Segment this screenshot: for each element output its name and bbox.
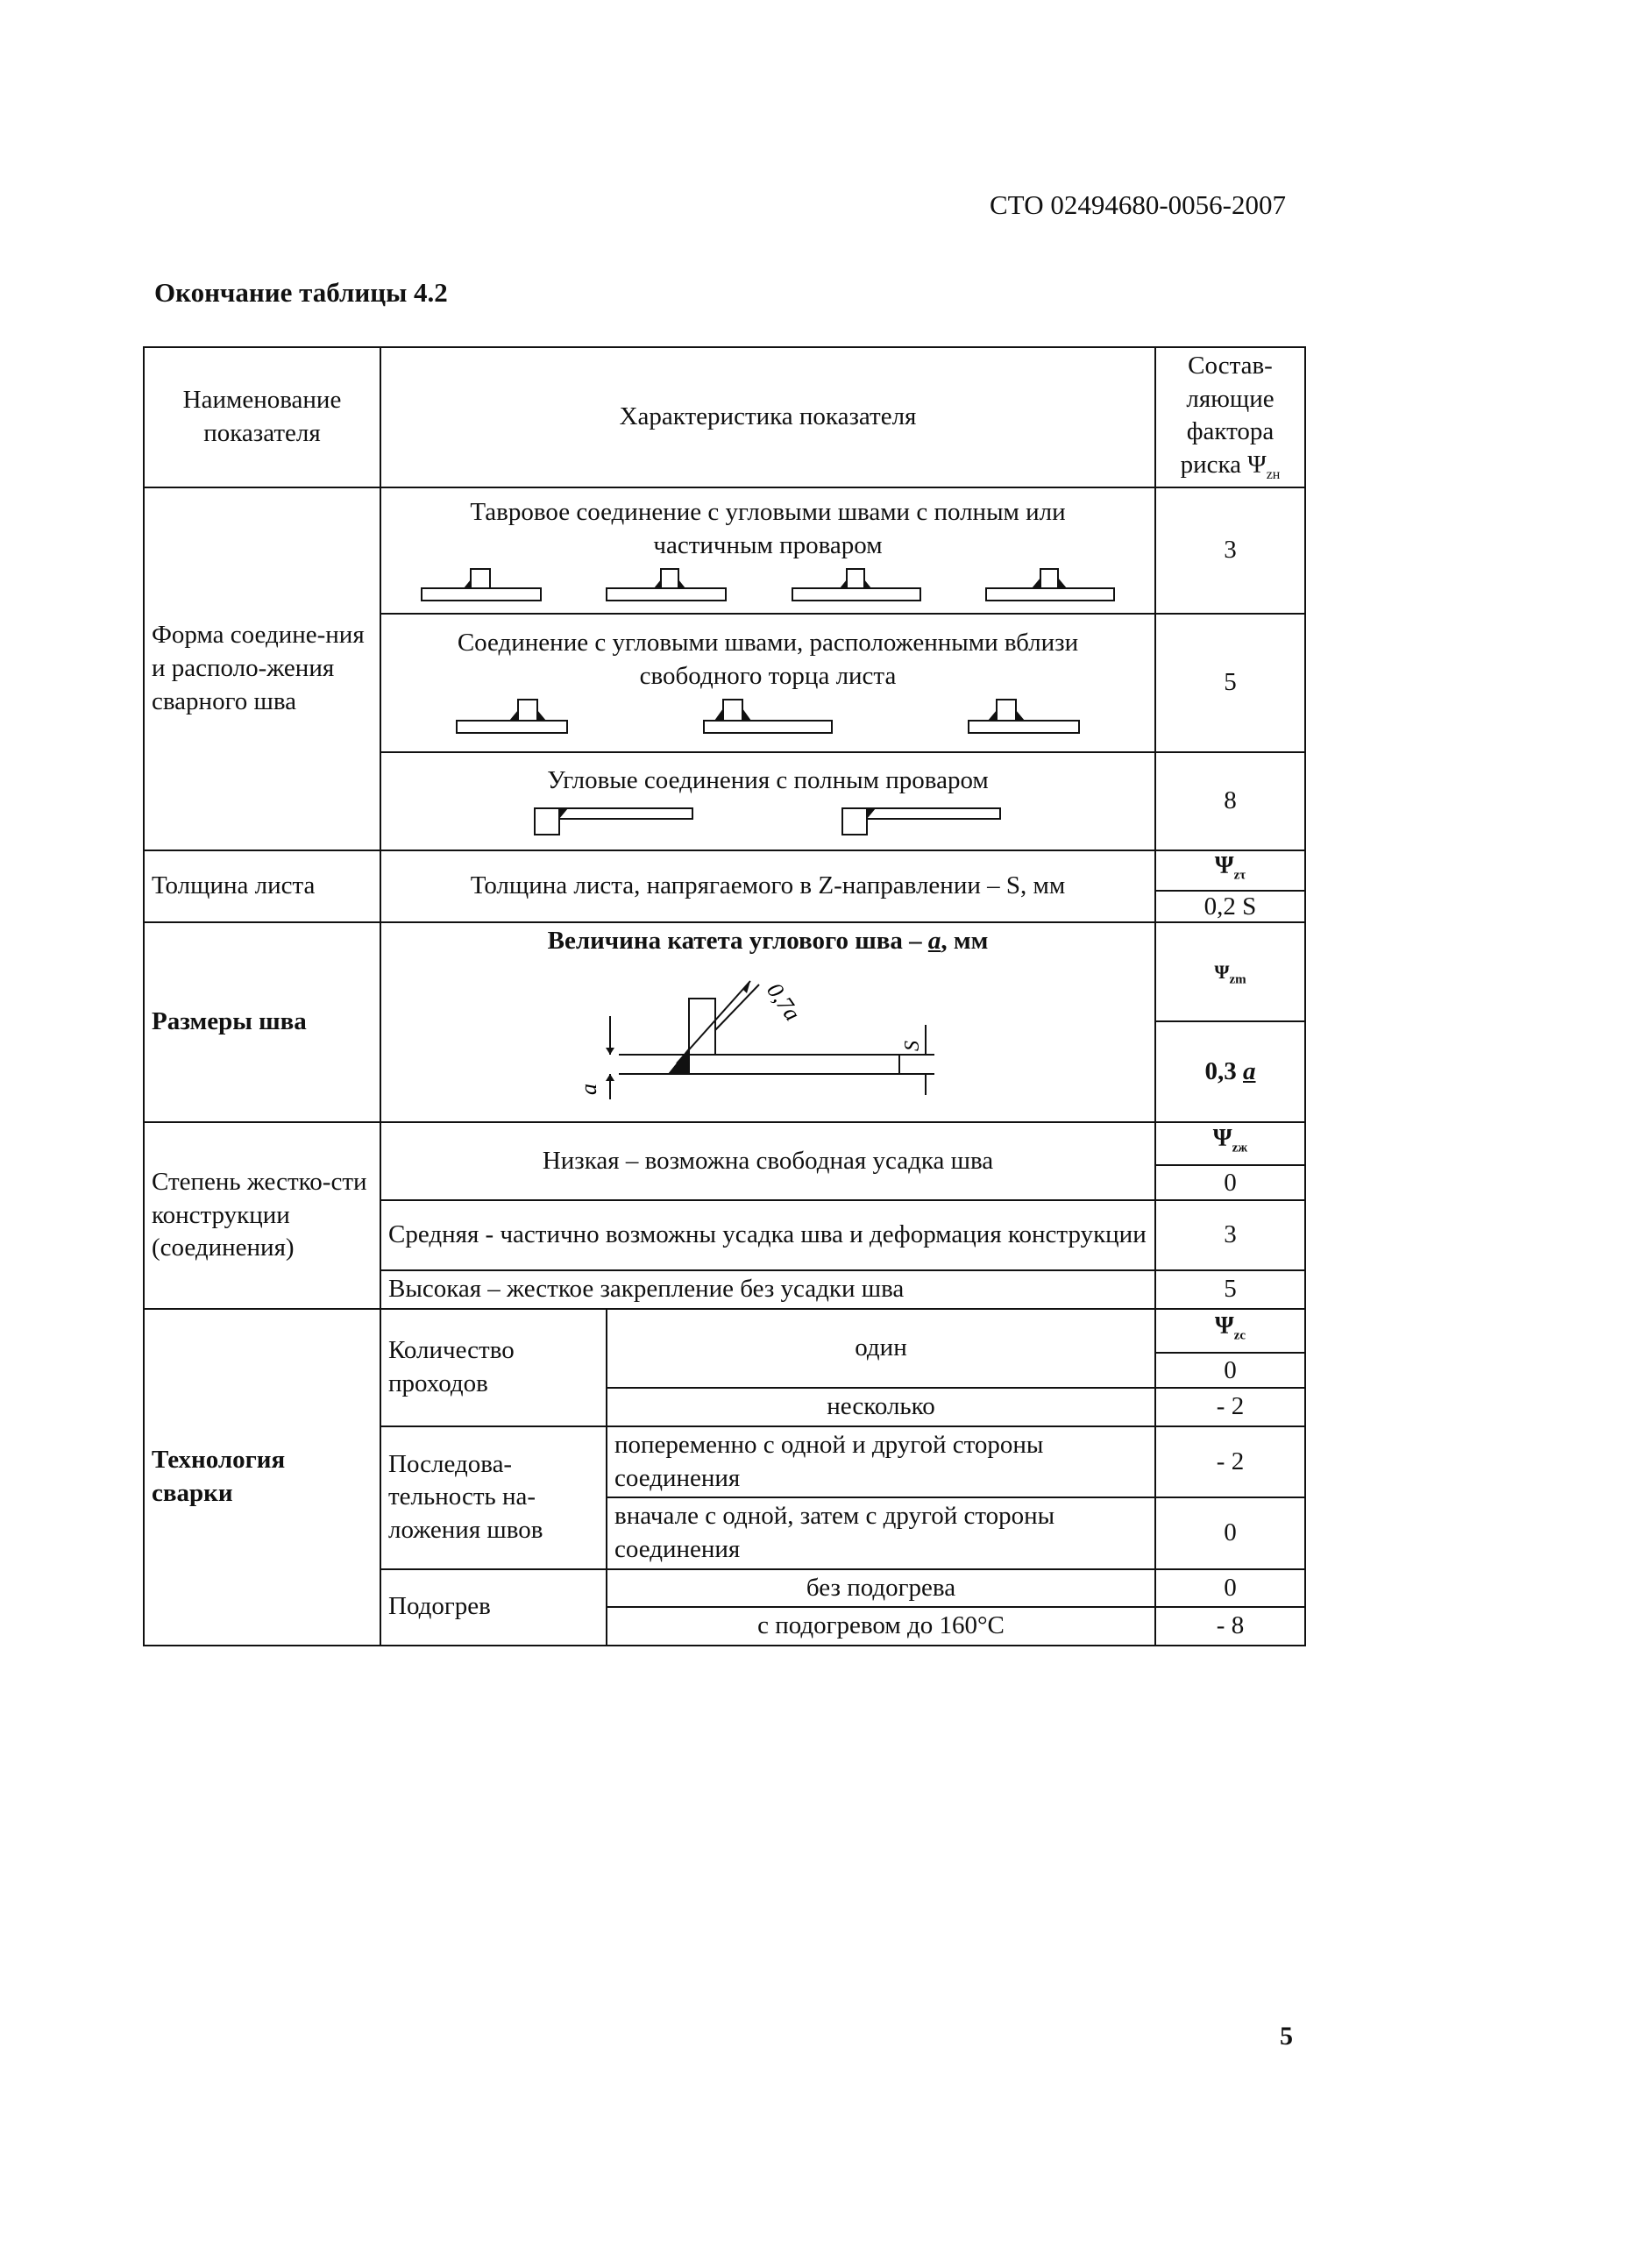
table-row — [144, 922, 1305, 1122]
passes-value-2: - 2 — [1155, 1388, 1305, 1426]
joint-shape-label-3: Угловые соединения с полным проваром — [547, 765, 989, 794]
rigidity-value-cell-1 — [1155, 1122, 1305, 1200]
thickness-value-cell — [1155, 850, 1305, 923]
thickness-text: Толщина листа, напрягаемого в Z-направлении – S, мм — [380, 850, 1155, 923]
table-row — [144, 1122, 1305, 1200]
rigidity-text-1: Низкая – возможна свободная усадка шва — [380, 1122, 1155, 1200]
rigidity-text-3: Высокая – жесткое закрепление без усадки шва — [380, 1270, 1155, 1309]
rigidity-value-2: 3 — [1155, 1200, 1305, 1270]
joint-shape-label-2: Соединение с угловыми швами, расположенными вблизи свободного торца листа — [457, 628, 1079, 690]
weld-size-text — [380, 922, 1155, 1122]
joint-shape-text-1 — [380, 487, 1155, 614]
edge-t-joint-icon — [967, 698, 1081, 738]
t-joint-icon — [605, 567, 728, 604]
joint-shape-text-3 — [380, 752, 1155, 850]
passes-value-1: 0 — [1224, 1356, 1237, 1385]
row-name-technology: Технология сварки — [144, 1309, 380, 1646]
preheat-value-1: 0 — [1155, 1569, 1305, 1608]
corner-joint-icon — [533, 803, 695, 838]
table-caption: Окончание таблицы 4.2 — [154, 277, 448, 308]
sequence-value-2: 0 — [1155, 1497, 1305, 1568]
diagram-label-a: a — [576, 1083, 601, 1095]
joint-shape-label-1: Тавровое соединение с угловыми швами с полным или частичным проваром — [470, 497, 1066, 559]
table-row — [144, 850, 1305, 923]
table-row — [144, 1309, 1305, 1389]
psi-z-technology: $\Psi_{zc}$ — [1156, 1310, 1304, 1354]
weld-size-value: 0,3 a — [1204, 1057, 1256, 1086]
joint-shape-text-2 — [380, 614, 1155, 752]
page-number: 5 — [1280, 2022, 1293, 2051]
preheat-label: Подогрев — [380, 1569, 607, 1646]
sequence-text-2: вначале с одной, затем с другой стороны соединения — [607, 1497, 1155, 1568]
t-joint-icon — [791, 567, 922, 604]
preheat-text-1: без подогрева — [607, 1569, 1155, 1608]
thickness-value: 0,2 S — [1204, 892, 1257, 921]
rigidity-text-2: Средняя - частично возможны усадка шва и деформация конструкции — [380, 1200, 1155, 1270]
passes-text-1: один — [607, 1309, 1155, 1389]
passes-value-cell-1 — [1155, 1309, 1305, 1389]
sequence-label: Последова-тельность на-ложения швов — [380, 1426, 607, 1569]
row-name-weld-size: Размеры шва — [144, 922, 380, 1122]
psi-z-weld-size: $\Psi_{zm}$ — [1156, 924, 1304, 1022]
diagram-label-07a: 0,7a — [762, 978, 806, 1026]
header-name: Наименование показателя — [144, 347, 380, 487]
header-characteristic: Характеристика показателя — [380, 347, 1155, 487]
rigidity-value-1: 0 — [1224, 1168, 1237, 1197]
t-joint-icon — [420, 567, 543, 604]
edge-t-joint-icon — [702, 698, 834, 738]
t-joint-icon — [984, 567, 1116, 604]
edge-t-joint-icon — [455, 698, 569, 738]
header-factor-subscript: zн — [1266, 466, 1281, 482]
sequence-text-1: попеременно с одной и другой стороны соединения — [607, 1426, 1155, 1497]
corner-joint-figures — [388, 803, 1147, 838]
diagram-label-s: S — [901, 1040, 924, 1051]
table-header-row — [144, 347, 1305, 487]
indicator-table — [143, 346, 1306, 1646]
passes-label: Количество проходов — [380, 1309, 607, 1426]
t-joint-figures — [388, 567, 1147, 604]
weld-size-value-cell — [1155, 922, 1305, 1122]
table-row — [144, 487, 1305, 614]
sequence-value-1: - 2 — [1155, 1426, 1305, 1497]
psi-z-thickness: $\Psi_{z\tau}$ — [1156, 851, 1304, 892]
row-name-rigidity: Степень жестко-сти конструкции (соединения) — [144, 1122, 380, 1308]
row-name-thickness: Толщина листа — [144, 850, 380, 923]
weld-size-label: Величина катета углового шва – a, мм — [547, 927, 989, 956]
joint-shape-value-2: 5 — [1155, 614, 1305, 752]
header-factor — [1155, 347, 1305, 487]
edge-joint-figures — [388, 698, 1147, 738]
psi-z-rigidity: $\Psi_{zж}$ — [1156, 1123, 1304, 1166]
preheat-text-2: с подогревом до 160°С — [607, 1607, 1155, 1646]
document-code: СТО 02494680-0056-2007 — [990, 189, 1286, 220]
preheat-value-2: - 8 — [1155, 1607, 1305, 1646]
header-factor-label: Состав-ляющие фактора риска Ψ — [1180, 352, 1275, 480]
fillet-weld-diagram — [576, 963, 952, 1104]
rigidity-value-3: 5 — [1155, 1270, 1305, 1309]
joint-shape-value-1: 3 — [1155, 487, 1305, 614]
corner-joint-icon — [841, 803, 1003, 838]
row-name-joint-shape: Форма соедине-ния и располо-жения сварного шва — [144, 487, 380, 850]
passes-text-2: несколько — [607, 1388, 1155, 1426]
joint-shape-value-3: 8 — [1155, 752, 1305, 850]
